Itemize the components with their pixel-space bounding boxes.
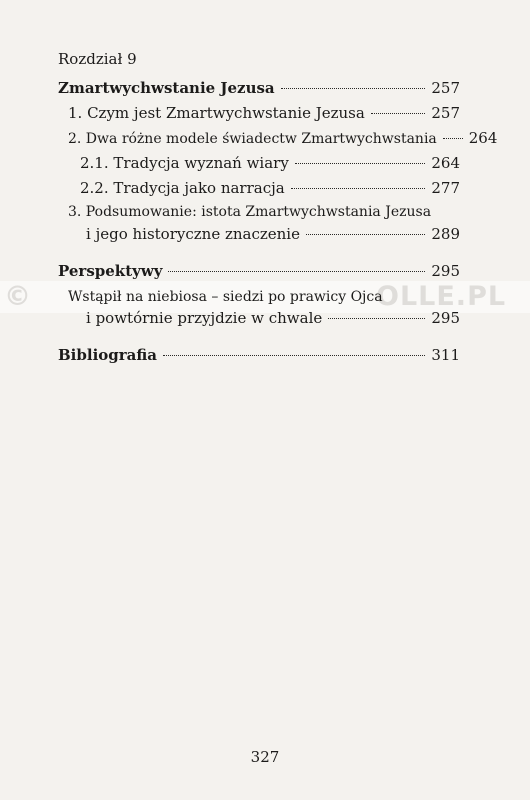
toc-entry-title: 2. Dwa różne modele świadectw Zmartwychwstania <box>68 131 437 147</box>
toc-entry-title: i powtórnie przyjdzie w chwale <box>86 309 323 327</box>
toc-entry-title: Bibliografia <box>58 346 158 364</box>
toc-entry-page: 264 <box>431 154 460 172</box>
dot-leader <box>306 234 425 235</box>
dot-leader <box>168 271 425 272</box>
toc-entry-page: 295 <box>431 262 460 280</box>
toc-entry-title: 2.1. Tradycja wyznań wiary <box>80 154 289 172</box>
toc-entry-page: 289 <box>431 225 460 243</box>
toc-entry-3-line1: 3. Podsumowanie: istota Zmartwychwstania Jezusa <box>68 204 432 220</box>
toc-entry-title: Zmartwychwstanie Jezusa <box>58 79 275 97</box>
dot-leader <box>163 355 425 356</box>
dot-leader <box>443 138 463 139</box>
toc-entry-perspektywy-line2 <box>86 309 460 327</box>
toc-entry-3-line2 <box>86 225 460 243</box>
chapter-label: Rozdział 9 <box>58 50 137 68</box>
toc-entry-page: 257 <box>431 79 460 97</box>
page-number: 327 <box>250 748 280 766</box>
dot-leader <box>371 113 426 114</box>
toc-entry-2-1 <box>80 154 460 172</box>
toc-entry-2-2 <box>80 179 460 197</box>
toc-entry-page: 264 <box>468 129 498 147</box>
toc-entry-2 <box>68 129 498 148</box>
dot-leader <box>328 318 425 319</box>
toc-entry-1 <box>68 104 460 122</box>
toc-entry-chapter-title <box>58 79 460 97</box>
toc-entry-title: 2.2. Tradycja jako narracja <box>80 179 285 197</box>
toc-entry-title: Perspektywy <box>58 262 163 280</box>
dot-leader <box>295 163 426 164</box>
dot-leader <box>291 188 426 189</box>
toc-entry-page: 257 <box>431 104 460 122</box>
toc-entry-page: 311 <box>431 346 460 364</box>
toc-entry-title: i jego historyczne znaczenie <box>86 225 300 243</box>
toc-entry-bibliografia <box>58 346 460 364</box>
dot-leader <box>281 88 426 89</box>
toc-entry-page: 295 <box>431 309 460 327</box>
toc-entry-perspektywy <box>58 262 460 280</box>
watermark-text: OLLE.PL <box>376 281 507 312</box>
toc-entry-perspektywy-line1: Wstąpił na niebiosa – siedzi po prawicy Ojca <box>68 289 383 305</box>
toc-entry-title: 1. Czym jest Zmartwychwstanie Jezusa <box>68 104 365 122</box>
toc-entry-page: 277 <box>431 179 460 197</box>
watermark-copyright: © <box>4 281 32 312</box>
